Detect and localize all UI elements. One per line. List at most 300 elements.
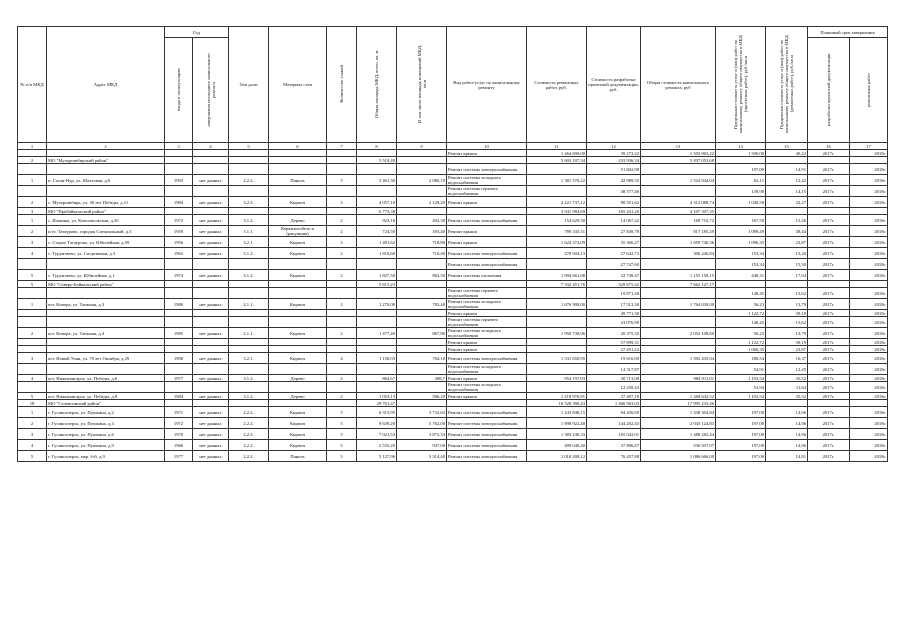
cell-total-area bbox=[357, 346, 397, 353]
cell-address: пгт. Кичера, ул. Таежная, д.3 bbox=[47, 299, 165, 310]
cell-share-type: 3.1.1. bbox=[229, 226, 269, 237]
cell-commission-year: 1984 bbox=[165, 197, 193, 208]
cell-total-cost: 4 107 307,35 bbox=[641, 208, 716, 215]
column-numbers-row bbox=[18, 143, 888, 150]
cell-share-type bbox=[229, 150, 269, 157]
cell-total-area: 1 816,60 bbox=[357, 248, 397, 259]
cell-address: с. Ильинка, ул. Комсомольская, д.2б bbox=[47, 215, 165, 226]
table-body bbox=[18, 150, 888, 462]
cell-wall-material: Кирпич bbox=[269, 248, 327, 259]
cell-premises-area: 718,80 bbox=[397, 237, 447, 248]
cell-repair-deadline: 2018г. bbox=[850, 382, 888, 393]
cell-share-type bbox=[229, 346, 269, 353]
table-row bbox=[18, 270, 888, 281]
cell-repair-cost bbox=[527, 346, 587, 353]
cell-floors: 4 bbox=[327, 353, 357, 364]
cell-design-deadline: 2017г. bbox=[808, 164, 850, 175]
cell-floors: 2 bbox=[327, 299, 357, 310]
header-design-deadline: разработки проектной документации bbox=[808, 38, 850, 143]
cell-wall-material: Кирпич bbox=[269, 328, 327, 339]
cell-premises-area: 867,80 bbox=[397, 328, 447, 339]
cell-floors: 2 bbox=[327, 393, 357, 400]
cell-share-type: 3.1.2. bbox=[229, 248, 269, 259]
cell-share-type bbox=[229, 382, 269, 393]
cell-work-type: Ремонт системы холодного водоснабжения bbox=[447, 175, 527, 186]
cell-total-cost: 1 155 158,15 bbox=[641, 270, 716, 281]
cell-limit-repair: 39,19 bbox=[766, 310, 808, 317]
cell-limit-repair: 14,96 bbox=[766, 407, 808, 418]
cell-address bbox=[47, 164, 165, 175]
cell-total-area: 1 481,62 bbox=[357, 237, 397, 248]
cell-row-number: 3 bbox=[18, 353, 47, 364]
cell-repair-deadline: 2018г. bbox=[850, 375, 888, 382]
cell-address: МО "Северо-Байкальский район" bbox=[47, 281, 165, 288]
cell-last-repair-year bbox=[193, 150, 229, 157]
cell-limit-design: 56,23 bbox=[716, 299, 766, 310]
cell-repair-cost: 4 221 737,12 bbox=[527, 197, 587, 208]
table-row bbox=[18, 382, 888, 393]
cell-premises-area bbox=[397, 382, 447, 393]
cell-limit-design: 1 040,58 bbox=[716, 197, 766, 208]
cell-floors bbox=[327, 400, 357, 407]
cell-total-area: 2 535,20 bbox=[357, 440, 397, 451]
cell-repair-cost: 278 604,13 bbox=[527, 248, 587, 259]
cell-limit-repair: 14,96 bbox=[766, 440, 808, 451]
cell-work-type: Ремонт системы холодного водоснабжения bbox=[447, 299, 527, 310]
cell-floors bbox=[327, 364, 357, 375]
cell-total-cost: 1 592 435,04 bbox=[641, 353, 716, 364]
cell-premises-area bbox=[397, 400, 447, 407]
cell-repair-deadline: 2018г. bbox=[850, 299, 888, 310]
cell-total-area: 6 315,95 bbox=[357, 407, 397, 418]
cell-repair-cost: 499 040,40 bbox=[527, 440, 587, 451]
cell-limit-design: 56,23 bbox=[716, 328, 766, 339]
cell-repair-deadline: 2018г. bbox=[850, 317, 888, 328]
cell-last-repair-year: нет данных bbox=[193, 393, 229, 400]
cell-address: пгт. Нижнеангарск, ул. Победы, д.6 bbox=[47, 375, 165, 382]
cell-address bbox=[47, 259, 165, 270]
cell-total-area: 864,67 bbox=[357, 375, 397, 382]
cell-total-area: 5 127,96 bbox=[357, 451, 397, 462]
cell-work-type: Ремонт крыши bbox=[447, 346, 527, 353]
cell-row-number bbox=[18, 317, 47, 328]
cell-repair-cost: 154 629,30 bbox=[527, 215, 587, 226]
table-row bbox=[18, 248, 888, 259]
cell-design-deadline: 2017г. bbox=[808, 299, 850, 310]
column-number: 11 bbox=[527, 143, 587, 150]
cell-total-cost bbox=[641, 310, 716, 317]
cell-commission-year: 1974 bbox=[165, 270, 193, 281]
cell-share-type: 2.1.1. bbox=[229, 299, 269, 310]
cell-wall-material bbox=[269, 157, 327, 164]
header-share-type: Тип доли bbox=[229, 27, 269, 143]
cell-design-cost: 32 749,47 bbox=[587, 270, 641, 281]
cell-limit-design: 1 103,54 bbox=[716, 393, 766, 400]
cell-share-type: 2.2.2. bbox=[229, 440, 269, 451]
cell-row-number: 5 bbox=[18, 393, 47, 400]
cell-address bbox=[47, 346, 165, 353]
cell-wall-material: Кирпич bbox=[269, 353, 327, 364]
cell-floors: 3 bbox=[327, 237, 357, 248]
cell-address bbox=[47, 288, 165, 299]
cell-work-type: Ремонт крыши bbox=[447, 237, 527, 248]
cell-commission-year bbox=[165, 259, 193, 270]
cell-design-cost: 20 375,35 bbox=[587, 328, 641, 339]
cell-last-repair-year bbox=[193, 281, 229, 288]
cell-limit-design: 1 122,72 bbox=[716, 310, 766, 317]
cell-repair-cost: 1 950 738,96 bbox=[527, 328, 587, 339]
cell-commission-year bbox=[165, 288, 193, 299]
cell-work-type: Ремонт системы электроснабжения bbox=[447, 429, 527, 440]
cell-share-type: 3.2.1. bbox=[229, 353, 269, 364]
cell-total-area bbox=[357, 150, 397, 157]
cell-total-cost: 2 043 124,83 bbox=[641, 418, 716, 429]
cell-total-area: 5 518,40 bbox=[357, 157, 397, 164]
column-number: 4 bbox=[193, 143, 229, 150]
cell-last-repair-year: нет данных bbox=[193, 429, 229, 440]
cell-total-area: 1 477,40 bbox=[357, 328, 397, 339]
cell-last-repair-year: нет данных bbox=[193, 299, 229, 310]
cell-share-type: 2.2.2. bbox=[229, 429, 269, 440]
cell-repair-cost bbox=[527, 317, 587, 328]
cell-total-area: 5 815,23 bbox=[357, 281, 397, 288]
cell-limit-repair bbox=[766, 208, 808, 215]
cell-last-repair-year bbox=[193, 382, 229, 393]
cell-repair-deadline: 2018г. bbox=[850, 393, 888, 400]
cell-design-cost: 23 076,99 bbox=[587, 317, 641, 328]
cell-limit-repair: 15,26 bbox=[766, 215, 808, 226]
cell-work-type: Ремонт системы электроснабжения bbox=[447, 164, 527, 175]
cell-premises-area: 3 732,62 bbox=[397, 407, 447, 418]
cell-repair-cost: 1 094 661,08 bbox=[527, 270, 587, 281]
cell-design-deadline: 2017г. bbox=[808, 150, 850, 157]
cell-repair-cost: 5 603 107,34 bbox=[527, 157, 587, 164]
cell-total-cost bbox=[641, 364, 716, 375]
cell-address bbox=[47, 364, 165, 375]
cell-total-area: 4 057,10 bbox=[357, 197, 397, 208]
cell-limit-repair bbox=[766, 400, 808, 407]
header-wall-material: Материал стен bbox=[269, 27, 327, 143]
cell-share-type: 2.2.2. bbox=[229, 175, 269, 186]
cell-floors: 2 bbox=[327, 270, 357, 281]
cell-limit-design: 1 066,35 bbox=[716, 346, 766, 353]
cell-address: с. Мухоршибирь, ул. 30 лет Победы, д.11 bbox=[47, 197, 165, 208]
cell-repair-deadline: 2018г. bbox=[850, 346, 888, 353]
cell-last-repair-year: нет данных bbox=[193, 237, 229, 248]
cell-last-repair-year: нет данных bbox=[193, 407, 229, 418]
column-number: 17 bbox=[850, 143, 888, 150]
cell-repair-cost bbox=[527, 164, 587, 175]
cell-row-number bbox=[18, 164, 47, 175]
cell-row-number: 2 bbox=[18, 418, 47, 429]
cell-work-type bbox=[447, 281, 527, 288]
cell-address: пгт. Новый Уоян, ул. 70 лет Октября, д.29 bbox=[47, 353, 165, 364]
cell-repair-deadline: 2018г. bbox=[850, 186, 888, 197]
cell-address: г. Гусиноозерск, ул. Пушкина, д.6 bbox=[47, 429, 165, 440]
cell-last-repair-year bbox=[193, 288, 229, 299]
cell-row-number bbox=[18, 346, 47, 353]
cell-total-cost bbox=[641, 186, 716, 197]
table-row bbox=[18, 375, 888, 382]
cell-limit-design bbox=[716, 400, 766, 407]
cell-total-cost bbox=[641, 346, 716, 353]
cell-work-type: Ремонт крыши bbox=[447, 375, 527, 382]
cell-total-area: 29 761,47 bbox=[357, 400, 397, 407]
cell-design-deadline: 2017г. bbox=[808, 317, 850, 328]
cell-address bbox=[47, 382, 165, 393]
table-row bbox=[18, 164, 888, 175]
table-row bbox=[18, 226, 888, 237]
cell-commission-year: 1956 bbox=[165, 237, 193, 248]
cell-repair-deadline bbox=[850, 400, 888, 407]
cell-repair-cost: 1 010 208,12 bbox=[527, 451, 587, 462]
cell-design-deadline: 2017г. bbox=[808, 215, 850, 226]
cell-premises-area bbox=[397, 281, 447, 288]
cell-row-number: 3 bbox=[18, 208, 47, 215]
cell-floors: 2 bbox=[327, 226, 357, 237]
cell-total-cost: 306 246,84 bbox=[641, 248, 716, 259]
cell-work-type: Ремонт системы электроснабжения bbox=[447, 451, 527, 462]
cell-repair-cost: 954 197,93 bbox=[527, 375, 587, 382]
cell-floors: 5 bbox=[327, 440, 357, 451]
report-page bbox=[17, 26, 887, 462]
column-number: 15 bbox=[766, 143, 808, 150]
cell-address: МО "Мухоршибирский район" bbox=[47, 157, 165, 164]
cell-work-type: Ремонт системы электроснабжения bbox=[447, 418, 527, 429]
cell-repair-cost: 1 381 570,22 bbox=[527, 175, 587, 186]
cell-design-cost: 42 989,35 bbox=[587, 175, 641, 186]
cell-repair-deadline: 2018г. bbox=[850, 175, 888, 186]
cell-floors: 5 bbox=[327, 407, 357, 418]
cell-repair-cost bbox=[527, 310, 587, 317]
cell-repair-deadline: 2018г. bbox=[850, 270, 888, 281]
cell-design-cost: 51 602,98 bbox=[587, 164, 641, 175]
cell-total-cost: 817 185,29 bbox=[641, 226, 716, 237]
cell-last-repair-year bbox=[193, 400, 229, 407]
cell-repair-cost: 789 335,51 bbox=[527, 226, 587, 237]
cell-commission-year: 1972 bbox=[165, 215, 193, 226]
cell-commission-year bbox=[165, 150, 193, 157]
cell-design-deadline: 2017г. bbox=[808, 186, 850, 197]
cell-share-type bbox=[229, 259, 269, 270]
column-number: 5 bbox=[229, 143, 269, 150]
cell-address: г. Гусиноозерск, мкр. 6-й, д.9 bbox=[47, 451, 165, 462]
cell-design-deadline: 2017г. bbox=[808, 270, 850, 281]
cell-repair-deadline: 2018г. bbox=[850, 215, 888, 226]
column-number: 7 bbox=[327, 143, 357, 150]
cell-address: г. Гусиноозерск, ул. Пушкина, д.2 bbox=[47, 407, 165, 418]
cell-last-repair-year: нет данных bbox=[193, 226, 229, 237]
cell-repair-cost: 1 243 848,15 bbox=[527, 407, 587, 418]
cell-commission-year: 1990 bbox=[165, 353, 193, 364]
column-number: 8 bbox=[357, 143, 397, 150]
cell-floors bbox=[327, 288, 357, 299]
cell-design-deadline: 2017г. bbox=[808, 237, 850, 248]
cell-limit-design: 197,00 bbox=[716, 440, 766, 451]
cell-commission-year: 1977 bbox=[165, 451, 193, 462]
cell-repair-deadline: 2018г. bbox=[850, 237, 888, 248]
cell-premises-area: 783,40 bbox=[397, 299, 447, 310]
cell-row-number: 1 bbox=[18, 175, 47, 186]
cell-total-cost: 17 995 233,46 bbox=[641, 400, 716, 407]
cell-floors bbox=[327, 186, 357, 197]
cell-total-area: 923,16 bbox=[357, 215, 397, 226]
cell-share-type: 2.2.2. bbox=[229, 418, 269, 429]
cell-limit-repair: 15,30 bbox=[766, 259, 808, 270]
cell-limit-design bbox=[716, 281, 766, 288]
cell-repair-deadline: 2018г. bbox=[850, 364, 888, 375]
cell-wall-material bbox=[269, 400, 327, 407]
cell-design-deadline bbox=[808, 208, 850, 215]
header-repair-deadline: ремонтных работ bbox=[850, 38, 888, 143]
cell-premises-area: 3 314,40 bbox=[397, 451, 447, 462]
cell-commission-year bbox=[165, 281, 193, 288]
cell-total-area bbox=[357, 186, 397, 197]
cell-commission-year: 1970 bbox=[165, 429, 193, 440]
cell-floors bbox=[327, 259, 357, 270]
cell-commission-year bbox=[165, 317, 193, 328]
cell-wall-material bbox=[269, 317, 327, 328]
header-number: № п/п МКД bbox=[18, 27, 47, 143]
cell-design-cost: 14 067,42 bbox=[587, 215, 641, 226]
cell-design-cost: 144 202,43 bbox=[587, 418, 641, 429]
cell-design-cost: 94 456,69 bbox=[587, 407, 641, 418]
column-number: 14 bbox=[716, 143, 766, 150]
cell-limit-repair: 13,79 bbox=[766, 328, 808, 339]
cell-limit-repair: 38,44 bbox=[766, 226, 808, 237]
cell-last-repair-year: нет данных bbox=[193, 375, 229, 382]
header-commission-year: ввода в эксплуатацию bbox=[165, 38, 193, 143]
cell-address: с. Старое Татаурово, ул. Юбилейная, д.59 bbox=[47, 237, 165, 248]
cell-commission-year: 1986 bbox=[165, 299, 193, 310]
cell-row-number bbox=[18, 150, 47, 157]
header-address: Адрес МКД bbox=[47, 27, 165, 143]
cell-share-type: 3.1.2. bbox=[229, 270, 269, 281]
cell-commission-year bbox=[165, 208, 193, 215]
cell-total-area bbox=[357, 317, 397, 328]
cell-last-repair-year: нет данных bbox=[193, 215, 229, 226]
cell-total-area bbox=[357, 364, 397, 375]
cell-limit-design: 53,94 bbox=[716, 382, 766, 393]
cell-total-cost: 2 052 108,60 bbox=[641, 328, 716, 339]
cell-premises-area: 393,40 bbox=[397, 226, 447, 237]
table-row bbox=[18, 353, 888, 364]
cell-repair-deadline: 2018г. bbox=[850, 288, 888, 299]
cell-floors bbox=[327, 157, 357, 164]
cell-wall-material: Керамзитобето н (ракушняк) bbox=[269, 226, 327, 237]
cell-repair-deadline: 2018г. bbox=[850, 440, 888, 451]
cell-design-cost: 17 513,30 bbox=[587, 299, 641, 310]
cell-limit-design: 448,31 bbox=[716, 270, 766, 281]
cell-row-number: 2 bbox=[18, 328, 47, 339]
table-row bbox=[18, 407, 888, 418]
cell-floors bbox=[327, 339, 357, 346]
cell-row-number bbox=[18, 288, 47, 299]
cell-commission-year: 1971 bbox=[165, 407, 193, 418]
cell-design-cost: 57 899,31 bbox=[587, 339, 641, 346]
column-number: 16 bbox=[808, 143, 850, 150]
cell-total-cost: 5 837 053,68 bbox=[641, 157, 716, 164]
cell-limit-design: 1 122,72 bbox=[716, 339, 766, 346]
cell-floors: 5 bbox=[327, 429, 357, 440]
cell-design-deadline: 2017г. bbox=[808, 259, 850, 270]
cell-repair-cost: 1 624 374,09 bbox=[527, 237, 587, 248]
cell-premises-area bbox=[397, 339, 447, 346]
table-row bbox=[18, 440, 888, 451]
cell-total-cost bbox=[641, 382, 716, 393]
cell-design-cost: 27 849,78 bbox=[587, 226, 641, 237]
cell-floors: 5 bbox=[327, 418, 357, 429]
cell-repair-cost bbox=[527, 288, 587, 299]
cell-design-cost: 48 577,46 bbox=[587, 186, 641, 197]
cell-last-repair-year bbox=[193, 208, 229, 215]
cell-total-cost: 1 524 944,04 bbox=[641, 175, 716, 186]
cell-work-type: Ремонт крыши bbox=[447, 310, 527, 317]
cell-wall-material bbox=[269, 346, 327, 353]
cell-work-type: Ремонт крыши bbox=[447, 339, 527, 346]
cell-limit-design: 139,98 bbox=[716, 186, 766, 197]
cell-repair-deadline bbox=[850, 281, 888, 288]
cell-address: МО "Прибайкальский район" bbox=[47, 208, 165, 215]
cell-limit-design: 197,00 bbox=[716, 407, 766, 418]
table-row bbox=[18, 186, 888, 197]
cell-premises-area bbox=[397, 310, 447, 317]
cell-design-cost: 37 407,18 bbox=[587, 393, 641, 400]
cell-premises-area: 764,10 bbox=[397, 353, 447, 364]
cell-row-number: 2 bbox=[18, 157, 47, 164]
cell-limit-design: 197,00 bbox=[716, 429, 766, 440]
cell-row-number: 18 bbox=[18, 400, 47, 407]
cell-total-cost: 1 488 282,44 bbox=[641, 429, 716, 440]
cell-limit-repair: 11,64 bbox=[766, 382, 808, 393]
cell-design-cost: 39 273,22 bbox=[587, 150, 641, 157]
cell-design-cost: 35 366,27 bbox=[587, 237, 641, 248]
header-plan-deadline: Плановый срок завершения bbox=[808, 27, 888, 38]
cell-share-type: 3.1.2. bbox=[229, 375, 269, 382]
cell-limit-repair: 35,52 bbox=[766, 393, 808, 400]
cell-work-type bbox=[447, 208, 527, 215]
cell-design-cost: 27 451,22 bbox=[587, 346, 641, 353]
cell-design-deadline: 2017г. bbox=[808, 346, 850, 353]
cell-total-area: 7 021,53 bbox=[357, 429, 397, 440]
cell-repair-cost: 1 531 650,95 bbox=[527, 353, 587, 364]
cell-commission-year bbox=[165, 157, 193, 164]
table-row bbox=[18, 346, 888, 353]
cell-repair-deadline: 2018г. bbox=[850, 248, 888, 259]
cell-design-deadline: 2017г. bbox=[808, 440, 850, 451]
cell-limit-repair: 14,96 bbox=[766, 418, 808, 429]
header-work-type: Вид работ/услуг по капитальному ремонту bbox=[447, 27, 527, 143]
cell-limit-repair: 15,62 bbox=[766, 288, 808, 299]
cell-row-number: 3 bbox=[18, 237, 47, 248]
cell-design-cost: 19 616,00 bbox=[587, 353, 641, 364]
cell-total-cost bbox=[641, 317, 716, 328]
cell-design-deadline: 2017г. bbox=[808, 393, 850, 400]
cell-work-type bbox=[447, 157, 527, 164]
cell-limit-repair: 35,52 bbox=[766, 375, 808, 382]
cell-design-cost: 105 042,01 bbox=[587, 429, 641, 440]
cell-floors: 5 bbox=[327, 451, 357, 462]
cell-limit-design: 197,00 bbox=[716, 451, 766, 462]
cell-repair-deadline: 2018г. bbox=[850, 339, 888, 346]
cell-share-type bbox=[229, 164, 269, 175]
cell-limit-repair bbox=[766, 281, 808, 288]
cell-work-type: Ремонт системы холодного водоснабжения bbox=[447, 364, 527, 375]
column-number: 10 bbox=[447, 143, 527, 150]
cell-work-type: Ремонт крыши bbox=[447, 150, 527, 157]
cell-total-area: 1 827,50 bbox=[357, 270, 397, 281]
cell-design-cost: 12 258,43 bbox=[587, 382, 641, 393]
